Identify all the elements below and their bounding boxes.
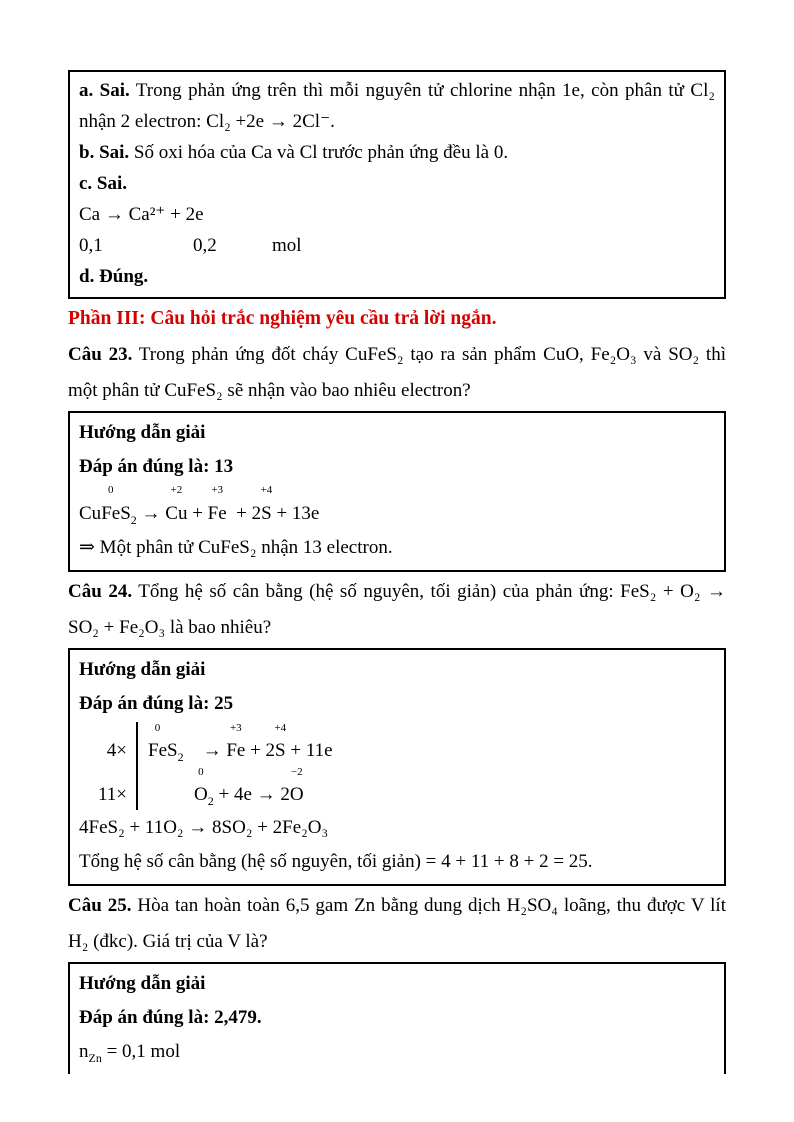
conclusion-23: ⇒ Một phân tử CuFeS₂ nhận 13 electron. (79, 537, 393, 558)
guide-title-24 (79, 653, 715, 687)
system-multipliers (79, 722, 136, 810)
mol-row (79, 230, 715, 261)
equation-ca: Ca → Ca²⁺ + 2e (79, 204, 204, 225)
statement-b-label: b. Sai. (79, 142, 130, 163)
sum-line-24: Tổng hệ số cân bằng (hệ số nguyên, tối giản) = 4 + 11 + 8 + 2 = 25. (79, 851, 593, 872)
section-heading: Phần III: Câu hỏi trắc nghiệm yêu cầu trả lời ngắn. (68, 308, 497, 329)
answer-24 (79, 687, 715, 721)
multiplier-2: 11× (97, 784, 127, 805)
guide-title-25-text: Hướng dẫn giải (79, 973, 206, 994)
statement-d-label: d. Đúng. (79, 266, 149, 287)
answer-24-text: Đáp án đúng là: 25 (79, 693, 234, 714)
statements-answer-box (68, 70, 726, 299)
mol-value-1: 0,1 (79, 235, 103, 256)
solution-box-23 (68, 411, 726, 572)
mol-value-2: 0,2 (193, 235, 217, 256)
mol-unit: mol (272, 235, 302, 256)
answer-23-text: Đáp án đúng là: 13 (79, 456, 234, 477)
guide-title-24-text: Hướng dẫn giải (79, 659, 206, 680)
moles-line-25: $n_{Zn} = 0,1$ mol (79, 1041, 181, 1065)
question-25-label: Câu 25. (68, 895, 132, 916)
solution-box-25 (68, 962, 726, 1074)
statement-c-label: c. Sai. (79, 173, 128, 194)
statement-c (79, 168, 715, 199)
question-25-text: Hòa tan hoàn toàn 6,5 gam Zn bằng dung dịch H₂SO₄ loãng, thu được V lít H₂ (đkc). Giá trị của V là? (68, 895, 726, 952)
question-23-label: Câu 23. (68, 344, 133, 365)
balanced-equation-24: 4FeS₂ + 11O₂ → 8SO₂ + 2Fe₂O₃ (79, 817, 329, 838)
half-reaction-2: 0 $O_2 + 4e \to 2$ −2 O (194, 766, 304, 808)
answer-25-text: Đáp án đúng là: 2,479. (79, 1007, 262, 1028)
question-23 (68, 337, 726, 409)
statement-a-text: Trong phản ứng trên thì mỗi nguyên tử chlorine nhận 1e, còn phân tử Cl₂ nhận 2 electron: Cl₂ +2e → 2Cl⁻. (79, 80, 715, 132)
question-24 (68, 574, 726, 646)
half-reaction-1: 0 FeS$_2$ → +3 Fe + 2 +4 S + 11e (148, 722, 333, 764)
statement-d (79, 261, 715, 292)
half-reaction-system (79, 722, 715, 810)
question-23-text: Trong phản ứng đốt cháy CuFeS₂ tạo ra sản phẩm CuO, Fe₂O₃ và SO₂ thì một phân tử CuFeS₂ sẽ nhận vào bao nhiêu electron? (68, 344, 726, 401)
equation-23: Cu 0 FeS$_2$ → +2 Cu + +3 Fe + 2 +4 S + 13e (79, 484, 320, 527)
multiplier-1: 4× (106, 740, 127, 761)
system-equations (136, 722, 333, 810)
answer-25 (79, 1001, 715, 1035)
statement-a (79, 75, 715, 137)
guide-title-23-text: Hướng dẫn giải (79, 422, 206, 443)
question-25 (68, 888, 726, 960)
solution-box-24 (68, 648, 726, 886)
question-24-text: Tổng hệ số cân bằng (hệ số nguyên, tối giản) của phản ứng: FeS₂ + O₂ → SO₂ + Fe₂O₃ là bao nhiêu? (68, 581, 727, 638)
answer-23 (79, 450, 715, 484)
statement-b (79, 137, 715, 168)
statement-a-label: a. Sai. (79, 80, 130, 101)
guide-title-23 (79, 416, 715, 450)
guide-title-25 (79, 967, 715, 1001)
statement-b-text: Số oxi hóa của Ca và Cl trước phản ứng đều là 0. (129, 142, 509, 163)
question-24-label: Câu 24. (68, 581, 133, 602)
